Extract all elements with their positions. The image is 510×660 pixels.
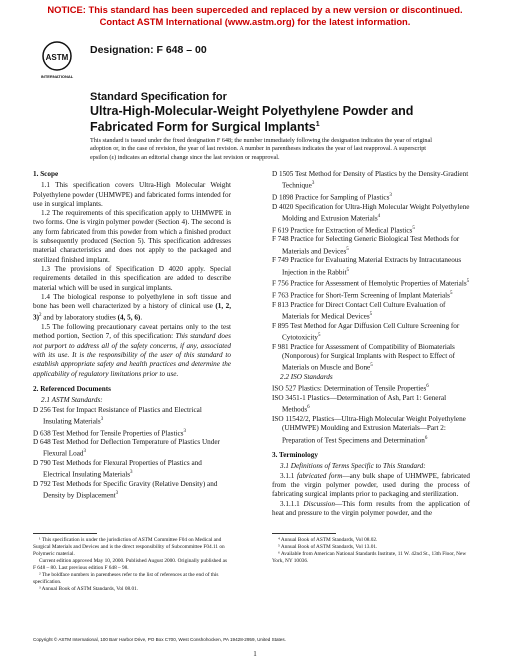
logo-subtext: INTERNATIONAL: [40, 74, 74, 79]
paragraph-1-2: 1.2 The requirements of this specification apply to UHMWPE in two forms. One is virgin polymer powder (Section 4). The second is any form fabricated from this powder from which a finished product is subsequently produced (Section 5). This specification addresses material characteristics and does not apply to the packaged and sterilized finished implant.: [33, 209, 231, 264]
reference-item: ISO 3451-1 Plastics—Determination of Ash, Part 1: General Methods$^6$: [272, 393, 447, 414]
issuance-note: This standard is issued under the fixed designation F 648; the number immediately following the designation indicates the year of original adoption or, in the case of revision, the year of last revision. A number in parentheses indicates the year of last reapproval. A superscript epsilon (ε) indicates an editorial change since the last revision or reapproval.: [90, 137, 432, 161]
title-line-3: Fabricated Form for Surgical Implants$^1$: [90, 120, 320, 135]
reference-item: F 619 Practice for Extraction of Medical Plastics$^5$: [272, 225, 415, 235]
reference-item: F 749 Practice for Evaluating Material Extracts by Intracutaneous Injection in the Rabbit$^5$: [272, 256, 462, 277]
reference-item: D 648 Test Method for Deflection Temperature of Plastics Under Flexural Load$^3$: [33, 438, 220, 458]
left-column: [33, 170, 231, 501]
reference-item: F 748 Practice for Selecting Generic Biological Test Methods for Materials and Devices$^5$: [272, 235, 460, 256]
iso-standards-subheading: 2.2 ISO Standards: [280, 372, 333, 381]
reference-item: F 895 Test Method for Agar Diffusion Cell Culture Screening for Cytotoxicity$^5$: [272, 321, 460, 342]
reference-item: D 256 Test for Impact Resistance of Plastics and Electrical Insulating Materials$^3$: [33, 405, 202, 426]
page-number: 1: [253, 650, 257, 658]
logo-text: ASTM: [45, 53, 69, 62]
copyright-line: Copyright © ASTM International, 100 Barr Harbor Drive, PO Box C700, West Conshohocken, PA 19428-2959, United States.: [33, 637, 286, 642]
definitions-subheading: 3.1 Definitions of Terms Specific to This Standard:: [280, 462, 426, 471]
footnote: ¹ This specification is under the jurisdiction of ASTM Committee F04 on Medical and Surgical Materials and Devices and is the direct responsibility of Subcommittee F04.11 on Polymeric material.: [33, 537, 225, 557]
footnote: ⁵ Annual Book of ASTM Standards, Vol 13.01.: [278, 544, 378, 550]
paragraph-1-1: 1.1 This specification covers Ultra-High Molecular Weight Polyethylene powder (UHMWPE) and fabricated forms intended for use in surgical implants.: [33, 181, 231, 208]
footnotes-right: [272, 537, 470, 565]
paragraph-1-4: 1.4 The biological response to polyethylene in soft tissue and bone has been well characterized by a history of clinical use (1, 2, 3)$^2$ and by laboratory studies (4, 5, 6).: [33, 292, 231, 322]
footnote: ² The boldface numbers in parentheses refer to the list of references at the end of this specification.: [33, 572, 219, 585]
footnote-rule-right: [272, 533, 336, 534]
paragraph-1-3: 1.3 The provisions of Specification D 4020 apply. Special requirements detailed in this specification are added to describe material which will be used in surgical implants.: [33, 264, 231, 292]
paragraph-3-1-1: 3.1.1 fabricated form—any bulk shape of UHMWPE, fabricated from the virgin polymer powder, used during the process of fabricating surgical implants prior to packaging and sterilization.: [272, 471, 471, 499]
terminology-heading: 3. Terminology: [272, 451, 318, 460]
reference-item: D 638 Test Method for Tensile Properties of Plastics$^3$: [33, 428, 186, 437]
document-title: [90, 90, 450, 134]
astm-standards-subheading: 2.1 ASTM Standards:: [41, 396, 103, 405]
reference-item: D 792 Test Methods for Specific Gravity (Relative Density) and Density by Displacement$^3$: [33, 480, 218, 500]
notice-line-1: NOTICE: This standard has been superceded and replaced by a new version or discontinued.: [47, 4, 463, 15]
reference-item: D 1505 Test Method for Density of Plastics by the Density-Gradient Technique$^3$: [272, 170, 469, 190]
supersede-notice: [0, 4, 510, 28]
reference-item: ISO 527 Plastics: Determination of Tensile Properties$^6$: [272, 384, 429, 393]
footnote: ⁶ Available from American National Standards Institute, 11 W. 42nd St., 13th Floor, New York, NY 10036.: [272, 551, 467, 564]
astm-logo: [40, 40, 74, 80]
referenced-documents-heading: 2. Referenced Documents: [33, 384, 111, 393]
reference-item: F 756 Practice for Assessment of Hemolytic Properties of Materials$^5$: [272, 279, 470, 288]
footnote-rule-left: [33, 533, 97, 534]
right-column: [272, 170, 470, 518]
reference-item: D 4020 Specification for Ultra-High Molecular Weight Polyethylene Molding and Extrusion Materials$^4$: [272, 202, 470, 223]
astm-reference-list: [33, 406, 231, 502]
scope-heading: 1. Scope: [33, 170, 59, 178]
title-line-2: Ultra-High-Molecular-Weight Polyethylene Powder and: [90, 104, 414, 118]
reference-item: D 790 Test Methods for Flexural Properties of Plastics and Electrical Insulating Materials$^3$: [33, 459, 202, 479]
reference-item: ISO 11542/2, Plastics—Ultra-High Molecular Weight Polyethylene (UHMWPE) Moulding and Extrusion Materials—Part 2: Preparation of Test Specimens and Determination$^6$: [272, 414, 466, 444]
footnote: ³ Annual Book of ASTM Standards, Vol 08.01.: [39, 586, 139, 592]
title-line-1: Standard Specification for: [90, 91, 227, 103]
footnotes-left: [33, 537, 231, 593]
footnote: Current edition approved May 10, 2000. Published August 2000. Originally published as F 648 – 80. Last previous edition F 648 – 98.: [33, 558, 228, 571]
paragraph-1-5: 1.5 The following precautionary caveat pertains only to the test method portion, Section 7, of this specification: This standard does not purport to address all of the safety concerns, if any, associated with its use. It is the responsibility of the user of this standard to establish appropriate safety and health practices and determine the applicability of regulatory limitations prior to use.: [33, 323, 231, 378]
reference-item: F 763 Practice for Short-Term Screening of Implant Materials$^5$: [272, 291, 453, 300]
designation: Designation: F 648 – 00: [90, 44, 207, 56]
reference-item: D 1898 Practice for Sampling of Plastics$^3$: [272, 192, 392, 202]
reference-item: F 981 Practice for Assessment of Compatibility of Biomaterials (Nonporous) for Surgical Implants with Respect to Effect of Materials on Muscle and Bone$^5$: [272, 342, 455, 372]
reference-item: F 813 Practice for Direct Contact Cell Culture Evaluation of Materials for Medical Devices$^5$: [272, 300, 446, 321]
paragraph-3-1-1-1: 3.1.1.1 Discussion—This form results from the application of heat and pressure to the virgin polymer powder, and the: [272, 499, 470, 517]
footnote: ⁴ Annual Book of ASTM Standards, Vol 08.02.: [278, 537, 378, 543]
notice-line-2: Contact ASTM International (www.astm.org) for the latest information.: [99, 16, 411, 27]
